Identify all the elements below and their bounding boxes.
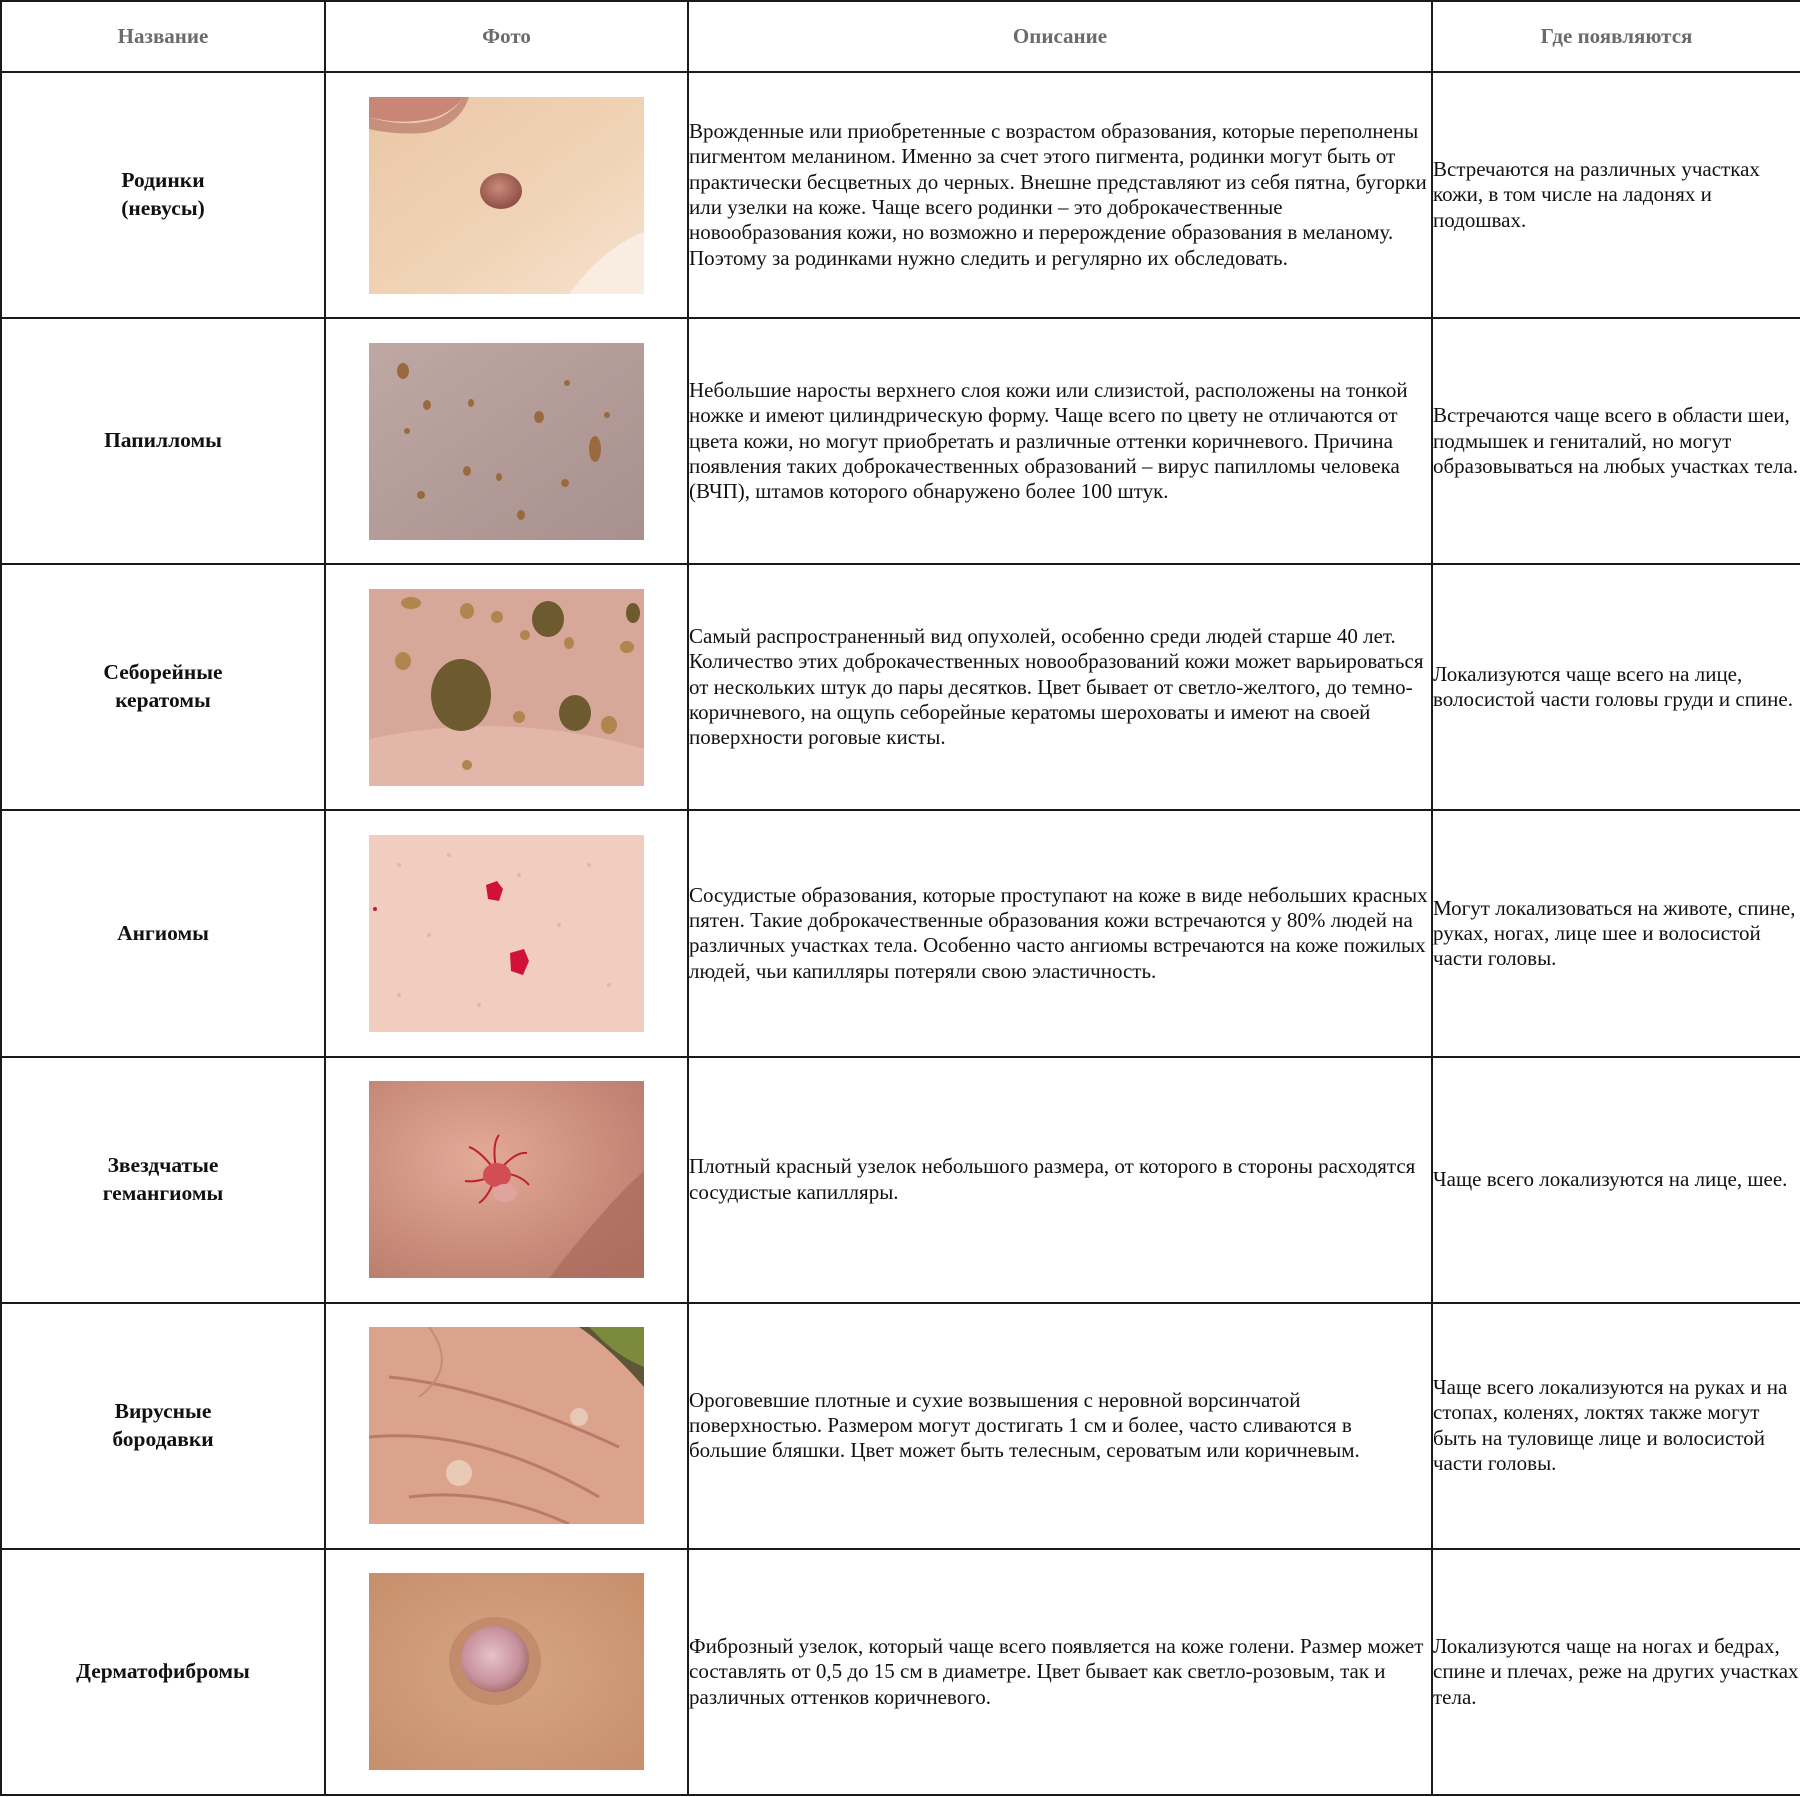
photo-dermatofibroma	[369, 1573, 644, 1770]
row-where: Встречаются на различных участках кожи, в том числе на ладонях и подошвах.	[1432, 72, 1800, 318]
row-photo	[325, 318, 688, 564]
photo-warts	[369, 1327, 644, 1524]
row-name: Себорейные кератомы	[1, 564, 325, 810]
row-name: Дерматофибромы	[1, 1549, 325, 1795]
photo-nevus	[369, 97, 644, 294]
row-photo	[325, 1057, 688, 1303]
header-name: Название	[1, 1, 325, 72]
header-photo: Фото	[325, 1, 688, 72]
row-photo	[325, 1303, 688, 1549]
table-row	[1, 1303, 1800, 1549]
photo-papilloma	[369, 343, 644, 540]
table-row	[1, 1057, 1800, 1303]
row-name: Вирусные бородавки	[1, 1303, 325, 1549]
row-description: Небольшие наросты верхнего слоя кожи или слизистой, расположены на тонкой ножке и имеют цилиндрическую форму. Чаще всего по цвету не отличаются от цвета кожи, но могут приобретать и различные оттенки коричневого. Причина появления таких доброкачественных образований – вирус папилломы человека (ВЧП), штамов которого обнаружено более 100 штук.	[688, 318, 1432, 564]
row-name: Родинки (невусы)	[1, 72, 325, 318]
header-where: Где появляются	[1432, 1, 1800, 72]
table-row	[1, 810, 1800, 1056]
table-row	[1, 564, 1800, 810]
row-where: Встречаются чаще всего в области шеи, подмышек и гениталий, но могут образовываться на любых участках тела.	[1432, 318, 1800, 564]
row-name: Ангиомы	[1, 810, 325, 1056]
header-row	[1, 1, 1800, 72]
row-name: Папилломы	[1, 318, 325, 564]
row-description: Самый распространенный вид опухолей, особенно среди людей старше 40 лет. Количество этих доброкачественных новообразований кожи может варьироваться от нескольких штук до пары десятков. Цвет бывает от светло-желтого, до темно-коричневого, на ощупь себорейные кератомы шероховаты и имеют на своей поверхности роговые кисты.	[688, 564, 1432, 810]
photo-keratoma	[369, 589, 644, 786]
row-photo	[325, 1549, 688, 1795]
row-where: Могут локализоваться на животе, спине, руках, ногах, лице шее и волосистой части головы.	[1432, 810, 1800, 1056]
table-row	[1, 1549, 1800, 1795]
row-where: Чаще всего локализуются на руках и на стопах, коленях, локтях также могут быть на туловище лице и волосистой части головы.	[1432, 1303, 1800, 1549]
row-where: Локализуются чаще всего на лице, волосистой части головы груди и спине.	[1432, 564, 1800, 810]
photo-hemangioma	[369, 1081, 644, 1278]
row-description: Плотный красный узелок небольшого размера, от которого в стороны расходятся сосудистые капилляры.	[688, 1057, 1432, 1303]
table-row	[1, 318, 1800, 564]
row-where: Локализуются чаще на ногах и бедрах, спине и плечах, реже на других участках тела.	[1432, 1549, 1800, 1795]
row-photo	[325, 810, 688, 1056]
row-description: Врожденные или приобретенные с возрастом образования, которые переполнены пигментом меланином. Именно за счет этого пигмента, родинки могут быть от практически бесцветных до черных. Внешне представляют из себя пятна, бугорки или узелки на коже. Чаще всего родинки – это доброкачественные новообразования кожи, но возможно и перерождение образования в меланому. Поэтому за родинками нужно следить и регулярно их обследовать.	[688, 72, 1432, 318]
row-photo	[325, 564, 688, 810]
row-description: Ороговевшие плотные и сухие возвышения с неровной ворсинчатой поверхностью. Размером могут достигать 1 см и более, часто сливаются в большие бляшки. Цвет может быть телесным, сероватым или коричневым.	[688, 1303, 1432, 1549]
table-row	[1, 72, 1800, 318]
header-description: Описание	[688, 1, 1432, 72]
row-where: Чаще всего локализуются на лице, шее.	[1432, 1057, 1800, 1303]
row-description: Сосудистые образования, которые проступают на коже в виде небольших красных пятен. Такие доброкачественные образования кожи встречаются у 80% людей на различных участках тела. Особенно часто ангиомы встречаются на коже пожилых людей, чьи капилляры потеряли свою эластичность.	[688, 810, 1432, 1056]
row-name: Звездчатые гемангиомы	[1, 1057, 325, 1303]
row-photo	[325, 72, 688, 318]
row-description: Фиброзный узелок, который чаще всего появляется на коже голени. Размер может составлять от 0,5 до 15 см в диаметре. Цвет бывает как светло-розовым, так и различных оттенков коричневого.	[688, 1549, 1432, 1795]
photo-angioma	[369, 835, 644, 1032]
